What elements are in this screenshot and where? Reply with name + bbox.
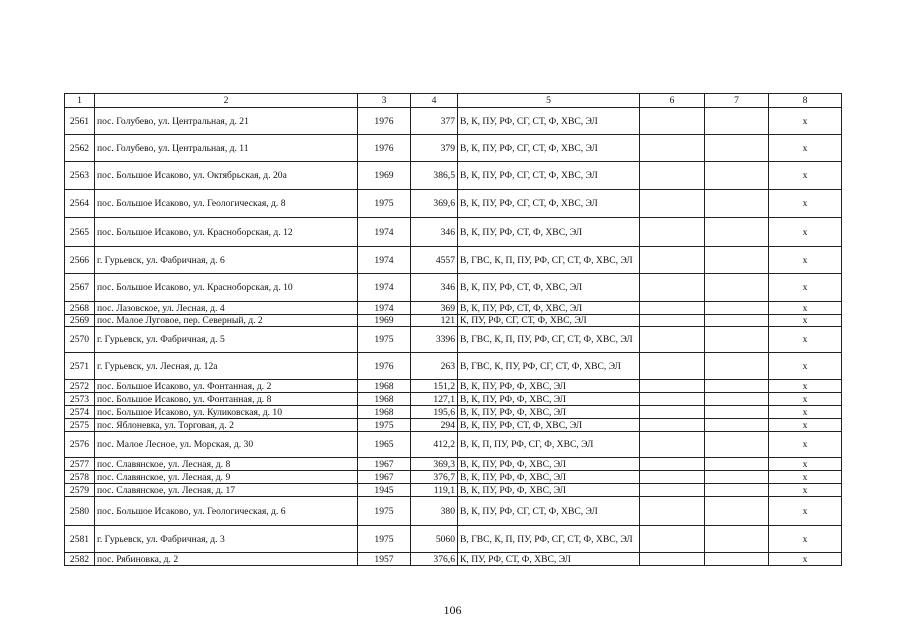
area-cell: 4557	[411, 247, 458, 274]
column-8-cell: х	[769, 315, 842, 327]
area-cell: 379	[411, 135, 458, 162]
table-row	[65, 274, 842, 302]
column-7-cell	[705, 135, 769, 162]
row-number: 2575	[65, 419, 95, 432]
works-cell: В, К, ПУ, РФ, СТ, Ф, ХВС, ЭЛ	[458, 218, 640, 247]
row-number: 2562	[65, 135, 95, 162]
works-cell: В, К, ПУ, РФ, СГ, СТ, Ф, ХВС, ЭЛ	[458, 108, 640, 135]
row-number: 2574	[65, 406, 95, 419]
year-cell: 1968	[358, 393, 411, 406]
address-cell: пос. Большое Исаково, ул. Фонтанная, д. 8	[95, 393, 358, 406]
column-7-cell	[705, 302, 769, 315]
address-cell: пос. Славянское, ул. Лесная, д. 9	[95, 471, 358, 484]
header-cell: 7	[705, 94, 769, 108]
works-cell: В, ГВС, К, П, ПУ, РФ, СГ, СТ, Ф, ХВС, ЭЛ	[458, 327, 640, 353]
year-cell: 1968	[358, 380, 411, 393]
table-row	[65, 302, 842, 315]
works-cell: В, К, ПУ, РФ, СГ, СТ, Ф, ХВС, ЭЛ	[458, 497, 640, 526]
column-8-cell: х	[769, 135, 842, 162]
column-8-cell: х	[769, 353, 842, 380]
column-8-cell: х	[769, 471, 842, 484]
column-7-cell	[705, 190, 769, 218]
row-number: 2576	[65, 432, 95, 458]
row-number: 2572	[65, 380, 95, 393]
works-cell: К, ПУ, РФ, СТ, Ф, ХВС, ЭЛ	[458, 553, 640, 566]
area-cell: 121	[411, 315, 458, 327]
column-6-cell	[640, 553, 705, 566]
table-row	[65, 419, 842, 432]
column-7-cell	[705, 484, 769, 497]
table-row	[65, 471, 842, 484]
column-6-cell	[640, 315, 705, 327]
address-cell: пос. Рябиновка, д. 2	[95, 553, 358, 566]
row-number: 2561	[65, 108, 95, 135]
column-8-cell: х	[769, 327, 842, 353]
row-number: 2578	[65, 471, 95, 484]
address-cell: г. Гурьевск, ул. Фабричная, д. 5	[95, 327, 358, 353]
address-cell: г. Гурьевск, ул. Фабричная, д. 6	[95, 247, 358, 274]
area-cell: 3396	[411, 327, 458, 353]
header-cell: 5	[458, 94, 640, 108]
area-cell: 195,6	[411, 406, 458, 419]
header-row	[65, 94, 842, 108]
area-cell: 346	[411, 218, 458, 247]
table-row	[65, 553, 842, 566]
column-8-cell: х	[769, 432, 842, 458]
year-cell: 1975	[358, 526, 411, 553]
header-cell: 6	[640, 94, 705, 108]
year-cell: 1975	[358, 497, 411, 526]
column-7-cell	[705, 497, 769, 526]
column-6-cell	[640, 247, 705, 274]
column-8-cell: х	[769, 419, 842, 432]
column-6-cell	[640, 484, 705, 497]
address-cell: пос. Голубево, ул. Центральная, д. 11	[95, 135, 358, 162]
row-number: 2582	[65, 553, 95, 566]
works-cell: В, ГВС, К, ПУ, РФ, СГ, СТ, Ф, ХВС, ЭЛ	[458, 353, 640, 380]
area-cell: 412,2	[411, 432, 458, 458]
table-row	[65, 218, 842, 247]
row-number: 2581	[65, 526, 95, 553]
area-cell: 380	[411, 497, 458, 526]
column-6-cell	[640, 497, 705, 526]
row-number: 2579	[65, 484, 95, 497]
area-cell: 294	[411, 419, 458, 432]
column-6-cell	[640, 353, 705, 380]
row-number: 2567	[65, 274, 95, 302]
address-cell: пос. Малое Луговое, пер. Северный, д. 2	[95, 315, 358, 327]
works-cell: В, ГВС, К, П, ПУ, РФ, СГ, СТ, Ф, ХВС, ЭЛ	[458, 247, 640, 274]
table-row	[65, 162, 842, 190]
area-cell: 151,2	[411, 380, 458, 393]
column-6-cell	[640, 302, 705, 315]
column-7-cell	[705, 315, 769, 327]
column-7-cell	[705, 162, 769, 190]
year-cell: 1976	[358, 108, 411, 135]
column-7-cell	[705, 108, 769, 135]
row-number: 2569	[65, 315, 95, 327]
table-row	[65, 315, 842, 327]
column-6-cell	[640, 218, 705, 247]
row-number: 2568	[65, 302, 95, 315]
year-cell: 1976	[358, 353, 411, 380]
table-row	[65, 526, 842, 553]
table-row	[65, 135, 842, 162]
year-cell: 1974	[358, 247, 411, 274]
address-cell: пос. Лазовское, ул. Лесная, д. 4	[95, 302, 358, 315]
table-row	[65, 432, 842, 458]
works-cell: К, ПУ, РФ, СГ, СТ, Ф, ХВС, ЭЛ	[458, 315, 640, 327]
column-8-cell: х	[769, 274, 842, 302]
area-cell: 263	[411, 353, 458, 380]
column-6-cell	[640, 458, 705, 471]
register-table	[64, 93, 842, 566]
area-cell: 369,6	[411, 190, 458, 218]
works-cell: В, К, ПУ, РФ, СТ, Ф, ХВС, ЭЛ	[458, 419, 640, 432]
column-7-cell	[705, 432, 769, 458]
table-row	[65, 484, 842, 497]
page-number: 106	[443, 603, 462, 617]
works-cell: В, К, ПУ, РФ, Ф, ХВС, ЭЛ	[458, 380, 640, 393]
column-6-cell	[640, 190, 705, 218]
column-8-cell: х	[769, 190, 842, 218]
column-8-cell: х	[769, 458, 842, 471]
row-number: 2580	[65, 497, 95, 526]
column-7-cell	[705, 406, 769, 419]
area-cell: 5060	[411, 526, 458, 553]
column-8-cell: х	[769, 108, 842, 135]
column-8-cell: х	[769, 247, 842, 274]
works-cell: В, К, ПУ, РФ, СТ, Ф, ХВС, ЭЛ	[458, 302, 640, 315]
row-number: 2566	[65, 247, 95, 274]
row-number: 2570	[65, 327, 95, 353]
works-cell: В, ГВС, К, П, ПУ, РФ, СГ, СТ, Ф, ХВС, ЭЛ	[458, 526, 640, 553]
column-6-cell	[640, 380, 705, 393]
column-7-cell	[705, 353, 769, 380]
header-cell: 1	[65, 94, 95, 108]
address-cell: пос. Большое Исаково, ул. Октябрьская, д. 20а	[95, 162, 358, 190]
address-cell: пос. Славянское, ул. Лесная, д. 8	[95, 458, 358, 471]
area-cell: 369,3	[411, 458, 458, 471]
table-row	[65, 327, 842, 353]
table-row	[65, 497, 842, 526]
address-cell: пос. Яблоневка, ул. Торговая, д. 2	[95, 419, 358, 432]
header-cell: 2	[95, 94, 358, 108]
column-6-cell	[640, 526, 705, 553]
table-row	[65, 406, 842, 419]
area-cell: 376,7	[411, 471, 458, 484]
year-cell: 1976	[358, 135, 411, 162]
column-8-cell: х	[769, 162, 842, 190]
address-cell: пос. Малое Лесное, ул. Морская, д. 30	[95, 432, 358, 458]
address-cell: пос. Большое Исаково, ул. Куликовская, д. 10	[95, 406, 358, 419]
column-7-cell	[705, 380, 769, 393]
header-cell: 4	[411, 94, 458, 108]
table-row	[65, 380, 842, 393]
table-body	[65, 108, 842, 566]
column-8-cell: х	[769, 380, 842, 393]
row-number: 2573	[65, 393, 95, 406]
year-cell: 1975	[358, 190, 411, 218]
area-cell: 376,6	[411, 553, 458, 566]
column-6-cell	[640, 274, 705, 302]
address-cell: пос. Большое Исаково, ул. Геологическая, д. 6	[95, 497, 358, 526]
address-cell: пос. Большое Исаково, ул. Красноборская, д. 10	[95, 274, 358, 302]
year-cell: 1965	[358, 432, 411, 458]
year-cell: 1967	[358, 458, 411, 471]
column-8-cell: х	[769, 553, 842, 566]
area-cell: 127,1	[411, 393, 458, 406]
table-row	[65, 108, 842, 135]
column-7-cell	[705, 218, 769, 247]
column-7-cell	[705, 526, 769, 553]
column-8-cell: х	[769, 497, 842, 526]
works-cell: В, К, П, ПУ, РФ, СГ, Ф, ХВС, ЭЛ	[458, 432, 640, 458]
row-number: 2577	[65, 458, 95, 471]
works-cell: В, К, ПУ, РФ, СГ, СТ, Ф, ХВС, ЭЛ	[458, 162, 640, 190]
column-7-cell	[705, 393, 769, 406]
year-cell: 1945	[358, 484, 411, 497]
area-cell: 377	[411, 108, 458, 135]
column-7-cell	[705, 247, 769, 274]
area-cell: 346	[411, 274, 458, 302]
address-cell: пос. Славянское, ул. Лесная, д. 17	[95, 484, 358, 497]
year-cell: 1969	[358, 162, 411, 190]
works-cell: В, К, ПУ, РФ, Ф, ХВС, ЭЛ	[458, 406, 640, 419]
works-cell: В, К, ПУ, РФ, СГ, СТ, Ф, ХВС, ЭЛ	[458, 190, 640, 218]
address-cell: г. Гурьевск, ул. Лесная, д. 12а	[95, 353, 358, 380]
works-cell: В, К, ПУ, РФ, Ф, ХВС, ЭЛ	[458, 471, 640, 484]
year-cell: 1974	[358, 274, 411, 302]
year-cell: 1969	[358, 315, 411, 327]
area-cell: 369	[411, 302, 458, 315]
row-number: 2564	[65, 190, 95, 218]
year-cell: 1975	[358, 419, 411, 432]
column-7-cell	[705, 471, 769, 484]
column-6-cell	[640, 393, 705, 406]
column-6-cell	[640, 162, 705, 190]
column-6-cell	[640, 432, 705, 458]
column-8-cell: х	[769, 302, 842, 315]
table-row	[65, 247, 842, 274]
column-7-cell	[705, 327, 769, 353]
column-7-cell	[705, 458, 769, 471]
row-number: 2563	[65, 162, 95, 190]
works-cell: В, К, ПУ, РФ, Ф, ХВС, ЭЛ	[458, 393, 640, 406]
column-6-cell	[640, 471, 705, 484]
address-cell: пос. Большое Исаково, ул. Фонтанная, д. 2	[95, 380, 358, 393]
area-cell: 119,1	[411, 484, 458, 497]
year-cell: 1974	[358, 218, 411, 247]
works-cell: В, К, ПУ, РФ, Ф, ХВС, ЭЛ	[458, 458, 640, 471]
column-6-cell	[640, 406, 705, 419]
address-cell: пос. Большое Исаково, ул. Геологическая, д. 8	[95, 190, 358, 218]
year-cell: 1967	[358, 471, 411, 484]
column-6-cell	[640, 135, 705, 162]
row-number: 2571	[65, 353, 95, 380]
address-cell: пос. Голубево, ул. Центральная, д. 21	[95, 108, 358, 135]
table-row	[65, 458, 842, 471]
header-cell: 8	[769, 94, 842, 108]
year-cell: 1975	[358, 327, 411, 353]
year-cell: 1974	[358, 302, 411, 315]
works-cell: В, К, ПУ, РФ, СГ, СТ, Ф, ХВС, ЭЛ	[458, 135, 640, 162]
year-cell: 1957	[358, 553, 411, 566]
column-8-cell: х	[769, 218, 842, 247]
works-cell: В, К, ПУ, РФ, СТ, Ф, ХВС, ЭЛ	[458, 274, 640, 302]
row-number: 2565	[65, 218, 95, 247]
table-row	[65, 190, 842, 218]
column-8-cell: х	[769, 393, 842, 406]
year-cell: 1968	[358, 406, 411, 419]
area-cell: 386,5	[411, 162, 458, 190]
column-8-cell: х	[769, 406, 842, 419]
column-6-cell	[640, 327, 705, 353]
address-cell: пос. Большое Исаково, ул. Красноборская, д. 12	[95, 218, 358, 247]
works-cell: В, К, ПУ, РФ, Ф, ХВС, ЭЛ	[458, 484, 640, 497]
column-6-cell	[640, 419, 705, 432]
column-8-cell: х	[769, 526, 842, 553]
column-6-cell	[640, 108, 705, 135]
address-cell: г. Гурьевск, ул. Фабричная, д. 3	[95, 526, 358, 553]
column-7-cell	[705, 553, 769, 566]
column-7-cell	[705, 419, 769, 432]
column-8-cell: х	[769, 484, 842, 497]
column-7-cell	[705, 274, 769, 302]
header-cell: 3	[358, 94, 411, 108]
table-row	[65, 393, 842, 406]
table-row	[65, 353, 842, 380]
